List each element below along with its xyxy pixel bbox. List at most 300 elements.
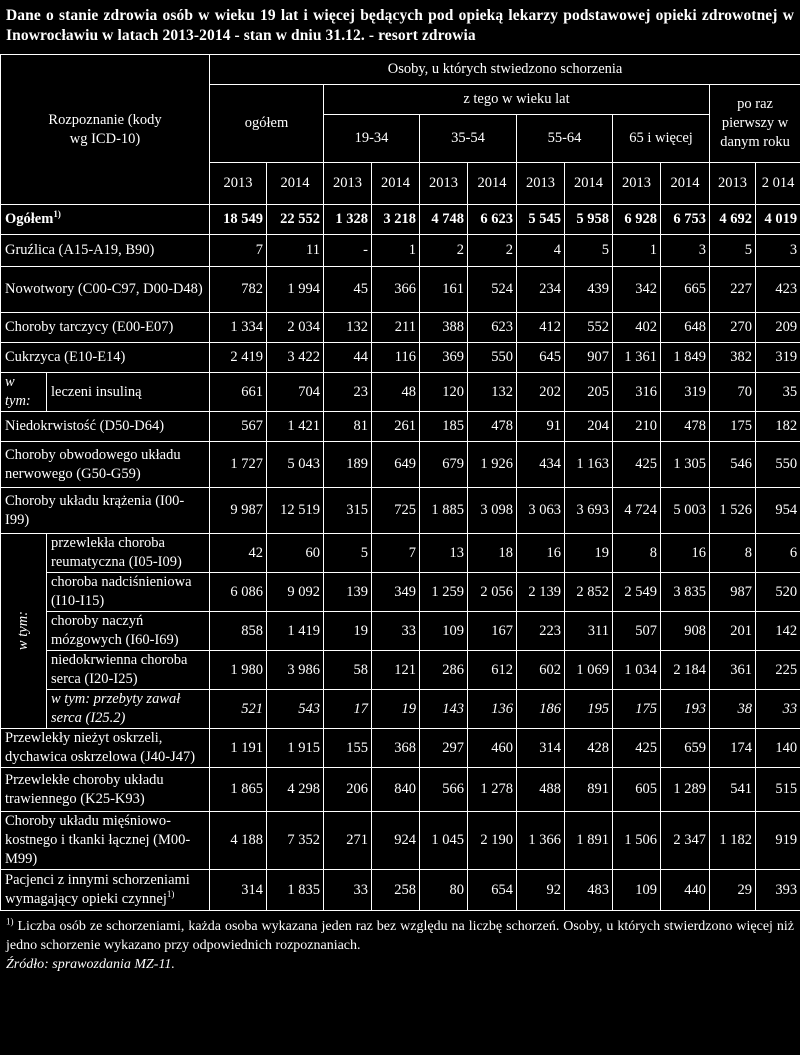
year-header: 2 014 — [756, 163, 800, 205]
table-cell: 116 — [372, 343, 420, 373]
table-row — [1, 534, 800, 573]
table-cell: 211 — [372, 313, 420, 343]
table-cell: 612 — [468, 651, 517, 690]
table-cell: 3 986 — [267, 651, 324, 690]
table-cell: 5 — [324, 534, 372, 573]
table-cell: 8 — [710, 534, 756, 573]
table-cell: 19 — [324, 612, 372, 651]
footnote-text: Liczba osób ze schorzeniami, każda osoba wykazana jeden raz bez względu na liczbę schorzeń. Osoby, u których stwierdzono więcej niż jedno schorzenie wykazano przy odpowiednich rozpoznaniach. — [6, 919, 794, 953]
table-cell: 679 — [420, 442, 468, 488]
table-cell: 29 — [710, 870, 756, 911]
table-cell: 1 849 — [661, 343, 710, 373]
table-cell: 1 891 — [565, 812, 613, 870]
table-cell: 80 — [420, 870, 468, 911]
table-cell: 140 — [756, 729, 800, 768]
year-header: 2014 — [372, 163, 420, 205]
table-cell: 91 — [517, 412, 565, 442]
health-data-table — [0, 54, 800, 911]
table-cell: 349 — [372, 573, 420, 612]
table-cell: 315 — [324, 488, 372, 534]
age-header: z tego w wieku lat — [324, 85, 710, 115]
table-cell: 7 352 — [267, 812, 324, 870]
table-cell: 1 034 — [613, 651, 661, 690]
table-cell: 478 — [468, 412, 517, 442]
table-cell: 4 724 — [613, 488, 661, 534]
table-cell: 2 347 — [661, 812, 710, 870]
row-label-text: Nowotwory (C00-C97, D00-D48) — [5, 281, 203, 297]
table-cell: 425 — [613, 729, 661, 768]
row-label-text: Choroby układu krążenia (I00-I99) — [5, 492, 185, 528]
table-cell: 33 — [324, 870, 372, 911]
row-label — [1, 729, 210, 768]
source-note: Źródło: sprawozdania MZ-11. — [6, 957, 175, 972]
table-cell: 1 926 — [468, 442, 517, 488]
table-cell: 261 — [372, 412, 420, 442]
table-cell: 1 305 — [661, 442, 710, 488]
row-label-text: Cukrzyca (E10-E14) — [5, 349, 126, 365]
table-cell: 182 — [756, 412, 800, 442]
row-label — [47, 651, 210, 690]
table-cell: 35 — [756, 373, 800, 412]
table-cell: 605 — [613, 768, 661, 812]
row-label — [47, 534, 210, 573]
table-cell: 1 163 — [565, 442, 613, 488]
table-cell: 16 — [517, 534, 565, 573]
table-cell: 907 — [565, 343, 613, 373]
table-cell: 891 — [565, 768, 613, 812]
table-cell: 648 — [661, 313, 710, 343]
table-cell: 1 526 — [710, 488, 756, 534]
table-cell: 3 — [661, 235, 710, 267]
table-row — [1, 373, 800, 412]
table-cell: 1 865 — [210, 768, 267, 812]
table-cell: 175 — [613, 690, 661, 729]
row-label-text: leczeni insuliną — [51, 383, 142, 400]
year-header: 2014 — [468, 163, 517, 205]
row-label — [1, 812, 210, 870]
table-cell: 1 — [372, 235, 420, 267]
row-label-text: Gruźlica (A15-A19, B90) — [5, 242, 155, 258]
table-cell: 5 043 — [267, 442, 324, 488]
table-cell: 3 422 — [267, 343, 324, 373]
table-cell: 483 — [565, 870, 613, 911]
table-row — [1, 870, 800, 911]
table-cell: 120 — [420, 373, 468, 412]
row-label — [1, 412, 210, 442]
table-cell: 225 — [756, 651, 800, 690]
table-cell: 1 278 — [468, 768, 517, 812]
table-cell: 1 994 — [267, 267, 324, 313]
table-cell: 369 — [420, 343, 468, 373]
first-time-header: po raz pierwszy w danym roku — [710, 85, 800, 163]
table-cell: 1 835 — [267, 870, 324, 911]
table-cell: 412 — [517, 313, 565, 343]
table-cell: 9 092 — [267, 573, 324, 612]
age-group-header: 35-54 — [420, 115, 517, 163]
table-cell: 439 — [565, 267, 613, 313]
table-cell: 5 003 — [661, 488, 710, 534]
table-cell: 649 — [372, 442, 420, 488]
footnote-marker: 1) — [53, 209, 61, 220]
year-header: 2013 — [420, 163, 468, 205]
table-cell: 3 063 — [517, 488, 565, 534]
table-cell: 44 — [324, 343, 372, 373]
table-cell: 18 549 — [210, 205, 267, 235]
table-cell: 1 727 — [210, 442, 267, 488]
table-cell: 402 — [613, 313, 661, 343]
year-header: 2013 — [517, 163, 565, 205]
table-cell: 6 — [756, 534, 800, 573]
table-cell: 33 — [756, 690, 800, 729]
table-cell: 2 190 — [468, 812, 517, 870]
table-cell: 13 — [420, 534, 468, 573]
row-label — [1, 235, 210, 267]
table-cell: 8 — [613, 534, 661, 573]
table-cell: 5 — [710, 235, 756, 267]
table-cell: 2 056 — [468, 573, 517, 612]
table-cell: 507 — [613, 612, 661, 651]
table-cell: 543 — [267, 690, 324, 729]
table-cell: 550 — [468, 343, 517, 373]
table-cell: 22 552 — [267, 205, 324, 235]
row-label-text: Ogółem — [5, 211, 54, 227]
table-cell: 623 — [468, 313, 517, 343]
year-header: 2013 — [210, 163, 267, 205]
table-cell: 174 — [710, 729, 756, 768]
row-label-text: Choroby układu mięśniowo-kostnego i tkanki łącznej (M00-M99) — [5, 813, 191, 867]
table-cell: 541 — [710, 768, 756, 812]
table-cell: 524 — [468, 267, 517, 313]
table-cell: 319 — [661, 373, 710, 412]
table-cell: - — [324, 235, 372, 267]
table-cell: 1 506 — [613, 812, 661, 870]
table-cell: 201 — [710, 612, 756, 651]
table-cell: 515 — [756, 768, 800, 812]
table-cell: 5 545 — [517, 205, 565, 235]
table-cell: 4 298 — [267, 768, 324, 812]
row-label — [1, 313, 210, 343]
table-cell: 908 — [661, 612, 710, 651]
table-cell: 7 — [210, 235, 267, 267]
row-label — [1, 343, 210, 373]
table-cell: 18 — [468, 534, 517, 573]
table-cell: 1 045 — [420, 812, 468, 870]
age-group-header: 55-64 — [517, 115, 613, 163]
year-header: 2014 — [565, 163, 613, 205]
table-cell: 186 — [517, 690, 565, 729]
table-row — [1, 768, 800, 812]
diagnosis-header: Rozpoznanie (kody wg ICD-10) — [1, 55, 210, 205]
table-cell: 6 086 — [210, 573, 267, 612]
row-label — [1, 870, 210, 911]
table-cell: 460 — [468, 729, 517, 768]
table-cell: 189 — [324, 442, 372, 488]
table-cell: 954 — [756, 488, 800, 534]
table-row — [1, 573, 800, 612]
table-cell: 1 980 — [210, 651, 267, 690]
table-cell: 2 — [420, 235, 468, 267]
table-cell: 3 835 — [661, 573, 710, 612]
table-row — [1, 205, 800, 235]
table-cell: 659 — [661, 729, 710, 768]
table-cell: 136 — [468, 690, 517, 729]
table-cell: 550 — [756, 442, 800, 488]
table-cell: 987 — [710, 573, 756, 612]
year-header: 2013 — [710, 163, 756, 205]
table-row — [1, 267, 800, 313]
table-cell: 1 182 — [710, 812, 756, 870]
table-cell: 205 — [565, 373, 613, 412]
table-cell: 16 — [661, 534, 710, 573]
table-cell: 840 — [372, 768, 420, 812]
row-label-text: Przewlekłe choroby układu trawiennego (K25-K93) — [5, 771, 164, 807]
table-cell: 202 — [517, 373, 565, 412]
table-cell: 270 — [710, 313, 756, 343]
table-cell: 434 — [517, 442, 565, 488]
table-cell: 195 — [565, 690, 613, 729]
row-label — [1, 205, 210, 235]
table-row — [1, 442, 800, 488]
table-row — [1, 343, 800, 373]
table-cell: 1 259 — [420, 573, 468, 612]
table-cell: 185 — [420, 412, 468, 442]
year-header: 2014 — [267, 163, 324, 205]
row-label — [1, 442, 210, 488]
table-cell: 388 — [420, 313, 468, 343]
table-cell: 258 — [372, 870, 420, 911]
table-cell: 4 — [517, 235, 565, 267]
table-cell: 520 — [756, 573, 800, 612]
table-cell: 552 — [565, 313, 613, 343]
table-cell: 428 — [565, 729, 613, 768]
table-cell: 566 — [420, 768, 468, 812]
footnote-marker: 1) — [166, 889, 175, 900]
table-cell: 1 — [613, 235, 661, 267]
subgroup-label-cell — [1, 534, 47, 729]
table-cell: 2 549 — [613, 573, 661, 612]
footnote-marker: 1) — [6, 916, 14, 927]
table-cell: 204 — [565, 412, 613, 442]
table-cell: 60 — [267, 534, 324, 573]
table-cell: 161 — [420, 267, 468, 313]
table-cell: 42 — [210, 534, 267, 573]
table-cell: 4 748 — [420, 205, 468, 235]
table-cell: 1 191 — [210, 729, 267, 768]
table-cell: 167 — [468, 612, 517, 651]
table-row — [1, 651, 800, 690]
row-label-text: choroba nadciśnieniowa (I10-I15) — [51, 574, 192, 609]
table-cell: 2 852 — [565, 573, 613, 612]
table-cell: 311 — [565, 612, 613, 651]
table-cell: 210 — [613, 412, 661, 442]
table-cell: 440 — [661, 870, 710, 911]
table-row — [1, 690, 800, 729]
table-cell: 1 366 — [517, 812, 565, 870]
table-cell: 488 — [517, 768, 565, 812]
table-row — [1, 812, 800, 870]
table-cell: 227 — [710, 267, 756, 313]
table-cell: 423 — [756, 267, 800, 313]
table-cell: 234 — [517, 267, 565, 313]
year-header: 2013 — [324, 163, 372, 205]
row-label-text: przewlekła choroba reumatyczna (I05-I09) — [51, 535, 182, 570]
table-cell: 19 — [565, 534, 613, 573]
table-cell: 782 — [210, 267, 267, 313]
table-cell: 142 — [756, 612, 800, 651]
table-cell: 155 — [324, 729, 372, 768]
row-label — [47, 373, 210, 412]
row-label-text: Choroby tarczycy (E00-E07) — [5, 319, 174, 335]
table-row — [1, 412, 800, 442]
year-header: 2013 — [613, 163, 661, 205]
table-cell: 704 — [267, 373, 324, 412]
table-cell: 919 — [756, 812, 800, 870]
page-title: Dane o stanie zdrowia osób w wieku 19 lat i więcej będących pod opieką lekarzy podstawowej opieki zdrowotnej w Inowrocławiu w latach 2013-2014 - stan w dniu 31.12. - resort zdrowia — [6, 7, 794, 44]
table-cell: 4 188 — [210, 812, 267, 870]
table-cell: 368 — [372, 729, 420, 768]
table-row — [1, 729, 800, 768]
table-cell: 478 — [661, 412, 710, 442]
table-cell: 425 — [613, 442, 661, 488]
table-cell: 1 361 — [613, 343, 661, 373]
table-cell: 1 885 — [420, 488, 468, 534]
table-cell: 109 — [613, 870, 661, 911]
table-cell: 9 987 — [210, 488, 267, 534]
table-cell: 4 019 — [756, 205, 800, 235]
table-cell: 297 — [420, 729, 468, 768]
table-cell: 858 — [210, 612, 267, 651]
table-header — [1, 55, 800, 205]
table-cell: 132 — [468, 373, 517, 412]
table-cell: 193 — [661, 690, 710, 729]
table-cell: 725 — [372, 488, 420, 534]
table-cell: 1 419 — [267, 612, 324, 651]
table-cell: 1 289 — [661, 768, 710, 812]
table-cell: 19 — [372, 690, 420, 729]
table-cell: 7 — [372, 534, 420, 573]
table-cell: 342 — [613, 267, 661, 313]
table-cell: 2 — [468, 235, 517, 267]
row-label-text: Pacjenci z innymi schorzeniami wymagający opieki czynnej — [5, 872, 190, 907]
row-prefix: w tym: — [1, 373, 47, 412]
row-label-text: Niedokrwistość (D50-D64) — [5, 418, 165, 434]
table-cell: 546 — [710, 442, 756, 488]
age-group-header: 65 i więcej — [613, 115, 710, 163]
table-row — [1, 488, 800, 534]
table-cell: 602 — [517, 651, 565, 690]
table-cell: 2 419 — [210, 343, 267, 373]
table-cell: 316 — [613, 373, 661, 412]
subgroup-label: w tym: — [15, 611, 31, 651]
table-cell: 665 — [661, 267, 710, 313]
table-cell: 382 — [710, 343, 756, 373]
table-cell: 4 692 — [710, 205, 756, 235]
table-cell: 6 753 — [661, 205, 710, 235]
table-cell: 45 — [324, 267, 372, 313]
row-label-text: w tym: przebyty zawał serca (I25.2) — [51, 691, 181, 726]
table-cell: 521 — [210, 690, 267, 729]
table-cell: 2 034 — [267, 313, 324, 343]
table-cell: 1 069 — [565, 651, 613, 690]
table-cell: 3 098 — [468, 488, 517, 534]
row-label — [1, 768, 210, 812]
table-cell: 17 — [324, 690, 372, 729]
table-cell: 223 — [517, 612, 565, 651]
table-cell: 924 — [372, 812, 420, 870]
table-row — [1, 612, 800, 651]
table-cell: 6 623 — [468, 205, 517, 235]
table-cell: 121 — [372, 651, 420, 690]
table-cell: 206 — [324, 768, 372, 812]
table-cell: 143 — [420, 690, 468, 729]
persons-header: Osoby, u których stwiedzono schorzenia — [210, 55, 800, 85]
table-cell: 81 — [324, 412, 372, 442]
table-cell: 23 — [324, 373, 372, 412]
table-cell: 661 — [210, 373, 267, 412]
table-row — [1, 313, 800, 343]
table-cell: 58 — [324, 651, 372, 690]
row-label-text: choroby naczyń mózgowych (I60-I69) — [51, 613, 179, 648]
table-cell: 271 — [324, 812, 372, 870]
row-label — [1, 488, 210, 534]
table-cell: 361 — [710, 651, 756, 690]
table-row — [1, 235, 800, 267]
year-header: 2014 — [661, 163, 710, 205]
row-label-text: Przewlekły nieżyt oskrzeli, dychawica oskrzelowa (J40-J47) — [5, 730, 196, 765]
row-label — [47, 612, 210, 651]
table-cell: 2 184 — [661, 651, 710, 690]
table-cell: 3 693 — [565, 488, 613, 534]
table-cell: 314 — [517, 729, 565, 768]
table-cell: 3 218 — [372, 205, 420, 235]
total-header: ogółem — [210, 85, 324, 163]
table-cell: 1 915 — [267, 729, 324, 768]
row-label — [47, 573, 210, 612]
table-cell: 393 — [756, 870, 800, 911]
table-cell: 132 — [324, 313, 372, 343]
table-cell: 1 328 — [324, 205, 372, 235]
table-cell: 1 421 — [267, 412, 324, 442]
table-cell: 567 — [210, 412, 267, 442]
table-cell: 366 — [372, 267, 420, 313]
row-label — [1, 267, 210, 313]
table-cell: 314 — [210, 870, 267, 911]
row-label — [47, 690, 210, 729]
table-cell: 11 — [267, 235, 324, 267]
table-cell: 48 — [372, 373, 420, 412]
table-cell: 286 — [420, 651, 468, 690]
table-cell: 92 — [517, 870, 565, 911]
footnote — [0, 911, 800, 955]
table-cell: 33 — [372, 612, 420, 651]
table-cell: 654 — [468, 870, 517, 911]
table-cell: 70 — [710, 373, 756, 412]
table-cell: 12 519 — [267, 488, 324, 534]
table-cell: 38 — [710, 690, 756, 729]
table-cell: 175 — [710, 412, 756, 442]
table-cell: 109 — [420, 612, 468, 651]
table-cell: 139 — [324, 573, 372, 612]
table-cell: 645 — [517, 343, 565, 373]
table-cell: 319 — [756, 343, 800, 373]
age-group-header: 19-34 — [324, 115, 420, 163]
table-cell: 6 928 — [613, 205, 661, 235]
table-body — [1, 205, 800, 911]
row-label-text: niedokrwienna choroba serca (I20-I25) — [51, 652, 188, 687]
table-cell: 5 — [565, 235, 613, 267]
table-cell: 2 139 — [517, 573, 565, 612]
table-cell: 3 — [756, 235, 800, 267]
